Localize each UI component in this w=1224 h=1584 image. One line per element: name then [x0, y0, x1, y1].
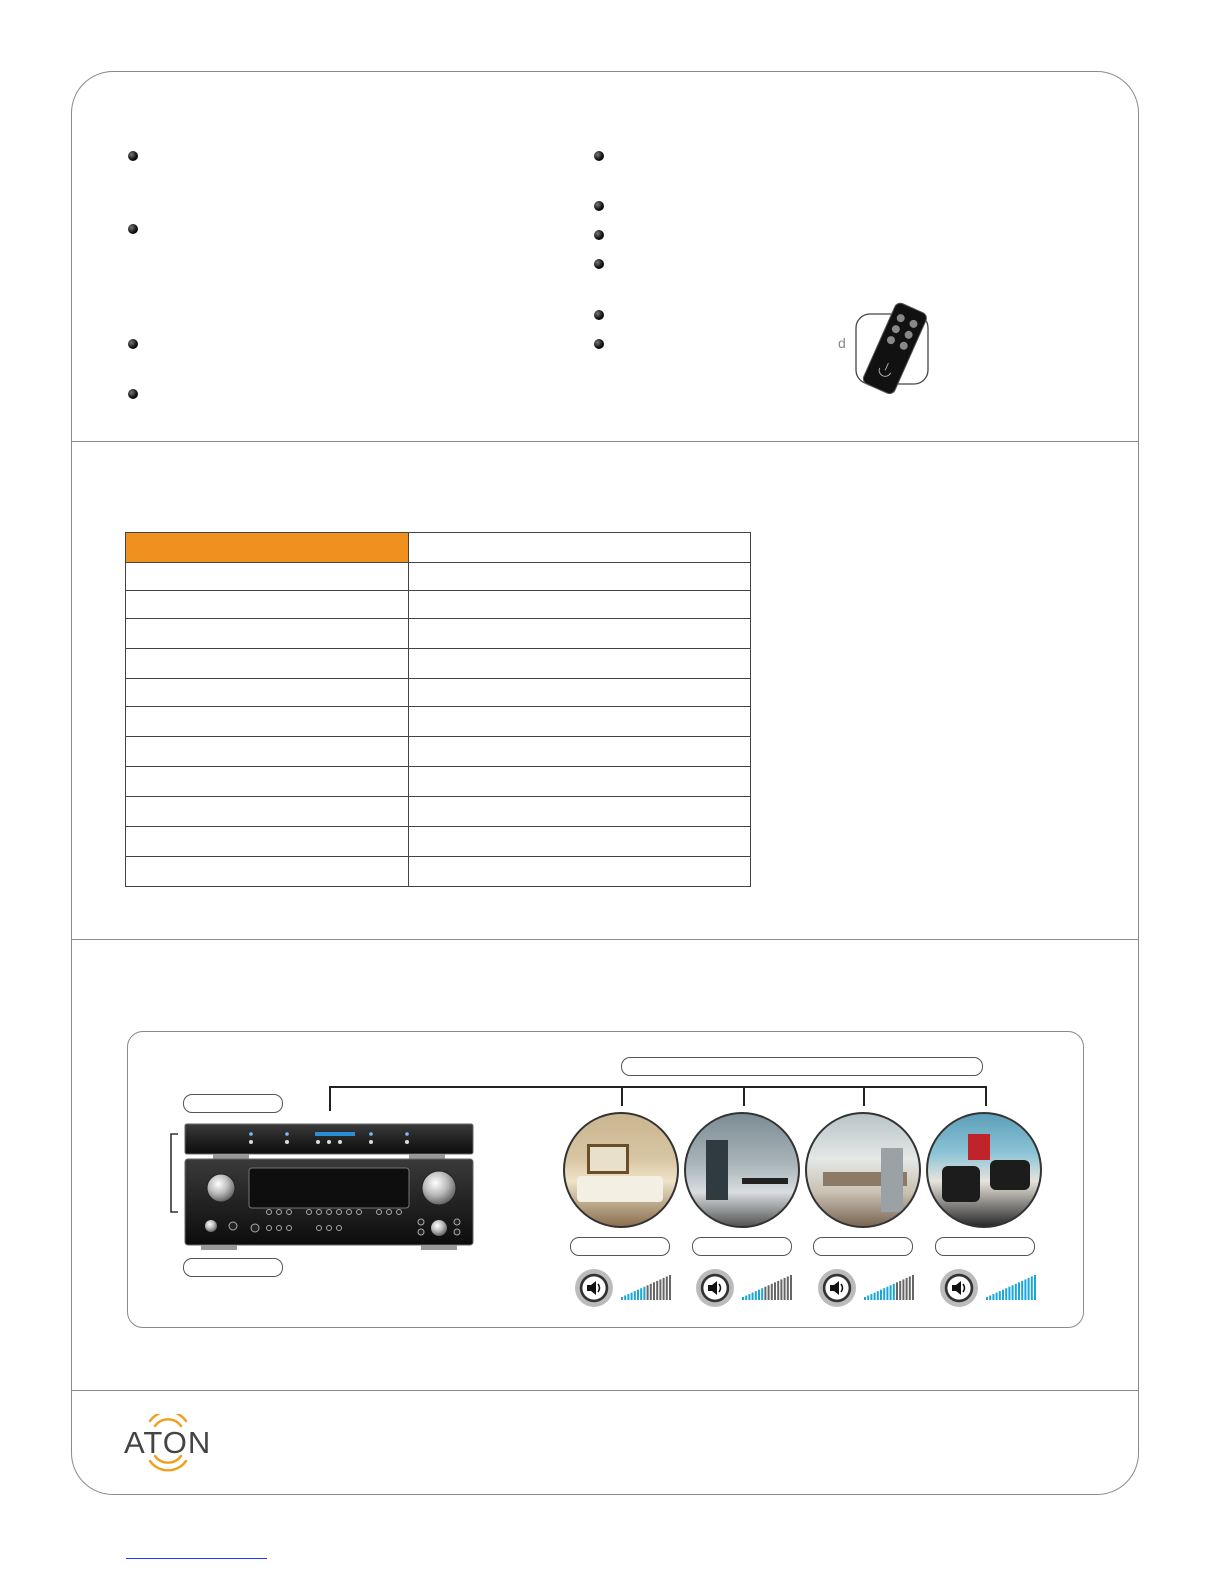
volume-bar — [1008, 1287, 1010, 1300]
speaker-icon — [696, 1269, 734, 1307]
room-label — [570, 1237, 670, 1256]
table-cell — [126, 591, 409, 619]
table-header-cell — [409, 533, 751, 563]
table-cell — [126, 649, 409, 679]
table-row — [126, 679, 751, 707]
volume-bar — [986, 1297, 988, 1300]
volume-bar — [999, 1291, 1001, 1300]
table-cell — [409, 679, 751, 707]
volume-bar — [880, 1290, 882, 1300]
table-cell — [409, 563, 751, 591]
room-image-kitchen — [805, 1112, 921, 1228]
table-cell — [126, 737, 409, 767]
svg-text:d: d — [838, 335, 846, 351]
room-image-bedroom — [563, 1112, 679, 1228]
volume-bar — [643, 1287, 645, 1300]
volume-meter — [742, 1274, 792, 1300]
room-label — [813, 1237, 913, 1256]
volume-bar — [627, 1294, 629, 1300]
bullet-icon — [594, 201, 604, 211]
volume-bar — [631, 1293, 633, 1300]
volume-bar — [764, 1287, 766, 1300]
volume-bar — [787, 1276, 789, 1300]
table-cell — [409, 767, 751, 797]
room-label — [692, 1237, 792, 1256]
volume-bar — [659, 1279, 661, 1300]
volume-bar — [1018, 1282, 1020, 1300]
room-image-office — [684, 1112, 800, 1228]
speaker-wire — [329, 1086, 331, 1111]
table-row — [126, 797, 751, 827]
volume-meter — [621, 1274, 671, 1300]
volume-bar — [902, 1279, 904, 1300]
volume-bar — [663, 1278, 665, 1300]
volume-bar — [886, 1287, 888, 1300]
volume-bar — [1012, 1285, 1014, 1300]
volume-bar — [906, 1278, 908, 1300]
volume-bar — [992, 1294, 994, 1300]
room-image-patio — [926, 1112, 1042, 1228]
volume-bar — [877, 1291, 879, 1300]
volume-bar — [742, 1297, 744, 1300]
speaker-wire — [621, 1086, 623, 1106]
volume-bar — [989, 1296, 991, 1300]
volume-bar — [1005, 1288, 1007, 1300]
speaker-wire — [985, 1086, 987, 1106]
volume-bar — [909, 1276, 911, 1300]
volume-bar — [1015, 1284, 1017, 1300]
volume-bar — [1021, 1281, 1023, 1300]
speaker-icon — [575, 1269, 613, 1307]
volume-bar — [669, 1275, 671, 1300]
volume-bar — [1034, 1275, 1036, 1300]
table-cell — [409, 737, 751, 767]
volume-bar — [874, 1293, 876, 1300]
footer-link[interactable] — [126, 1558, 267, 1559]
volume-bar — [996, 1293, 998, 1300]
volume-meter — [986, 1274, 1036, 1300]
volume-bar — [899, 1281, 901, 1300]
volume-bar — [774, 1282, 776, 1300]
volume-bar — [666, 1276, 668, 1300]
table-cell — [126, 619, 409, 649]
volume-bar — [771, 1284, 773, 1300]
volume-bar — [647, 1285, 649, 1300]
volume-bar — [768, 1285, 770, 1300]
amp-bottom-label — [183, 1258, 283, 1277]
volume-bar — [890, 1285, 892, 1300]
table-row — [126, 563, 751, 591]
table-row — [126, 857, 751, 887]
table-cell — [126, 857, 409, 887]
volume-bar — [640, 1288, 642, 1300]
volume-bar — [867, 1296, 869, 1300]
table-cell — [409, 797, 751, 827]
section-divider — [71, 441, 1139, 442]
table-row — [126, 737, 751, 767]
table-row — [126, 707, 751, 737]
volume-bar — [637, 1290, 639, 1300]
volume-bar — [1031, 1276, 1033, 1300]
bullet-icon — [594, 310, 604, 320]
volume-bar — [883, 1288, 885, 1300]
bullet-icon — [594, 339, 604, 349]
section-divider — [71, 939, 1139, 940]
volume-meter — [864, 1274, 914, 1300]
volume-bar — [761, 1288, 763, 1300]
amp-top-label — [183, 1094, 283, 1113]
volume-bar — [912, 1275, 914, 1300]
volume-bar — [864, 1297, 866, 1300]
speaker-icon — [940, 1269, 978, 1307]
volume-bar — [745, 1296, 747, 1300]
volume-bar — [755, 1291, 757, 1300]
table-cell — [126, 707, 409, 737]
bullet-icon — [594, 230, 604, 240]
speaker-wire — [743, 1086, 745, 1106]
bullet-icon — [594, 151, 604, 161]
table-row — [126, 649, 751, 679]
remote-control-icon — [836, 302, 936, 397]
table-cell — [409, 857, 751, 887]
table-row — [126, 827, 751, 857]
volume-bar — [777, 1281, 779, 1300]
volume-bar — [621, 1297, 623, 1300]
volume-bar — [650, 1284, 652, 1300]
table-cell — [409, 649, 751, 679]
volume-bar — [752, 1293, 754, 1300]
speaker-wire — [329, 1086, 986, 1088]
table-cell — [409, 619, 751, 649]
table-row — [126, 619, 751, 649]
speaker-icon — [818, 1269, 856, 1307]
table-cell — [409, 591, 751, 619]
room-label — [935, 1237, 1035, 1256]
volume-bar — [758, 1290, 760, 1300]
table-cell — [126, 797, 409, 827]
volume-bar — [1024, 1279, 1026, 1300]
specs-table — [125, 532, 751, 887]
zones-label — [621, 1057, 983, 1076]
bullet-icon — [128, 389, 138, 399]
volume-bar — [624, 1296, 626, 1300]
stack-bracket — [168, 1132, 180, 1214]
volume-bar — [893, 1284, 895, 1300]
amplifier-icon — [183, 1122, 475, 1252]
table-row — [126, 767, 751, 797]
volume-bar — [653, 1282, 655, 1300]
speaker-wire — [863, 1086, 865, 1106]
volume-bar — [1028, 1278, 1030, 1300]
volume-bar — [748, 1294, 750, 1300]
table-cell — [126, 563, 409, 591]
volume-bar — [1002, 1290, 1004, 1300]
table-cell — [126, 767, 409, 797]
table-row — [126, 591, 751, 619]
volume-bar — [790, 1275, 792, 1300]
table-cell — [409, 707, 751, 737]
bullet-icon — [594, 259, 604, 269]
bullet-icon — [128, 339, 138, 349]
table-header-row — [126, 533, 751, 563]
volume-bar — [634, 1291, 636, 1300]
bullet-icon — [128, 151, 138, 161]
bullet-icon — [128, 224, 138, 234]
volume-bar — [780, 1279, 782, 1300]
volume-bar — [784, 1278, 786, 1300]
volume-bar — [870, 1294, 872, 1300]
table-header-cell — [126, 533, 409, 563]
table-cell — [126, 679, 409, 707]
table-cell — [409, 827, 751, 857]
section-divider — [71, 1390, 1139, 1391]
volume-bar — [656, 1281, 658, 1300]
table-cell — [126, 827, 409, 857]
logo-wordmark: ATON — [124, 1425, 212, 1460]
volume-bar — [896, 1282, 898, 1300]
